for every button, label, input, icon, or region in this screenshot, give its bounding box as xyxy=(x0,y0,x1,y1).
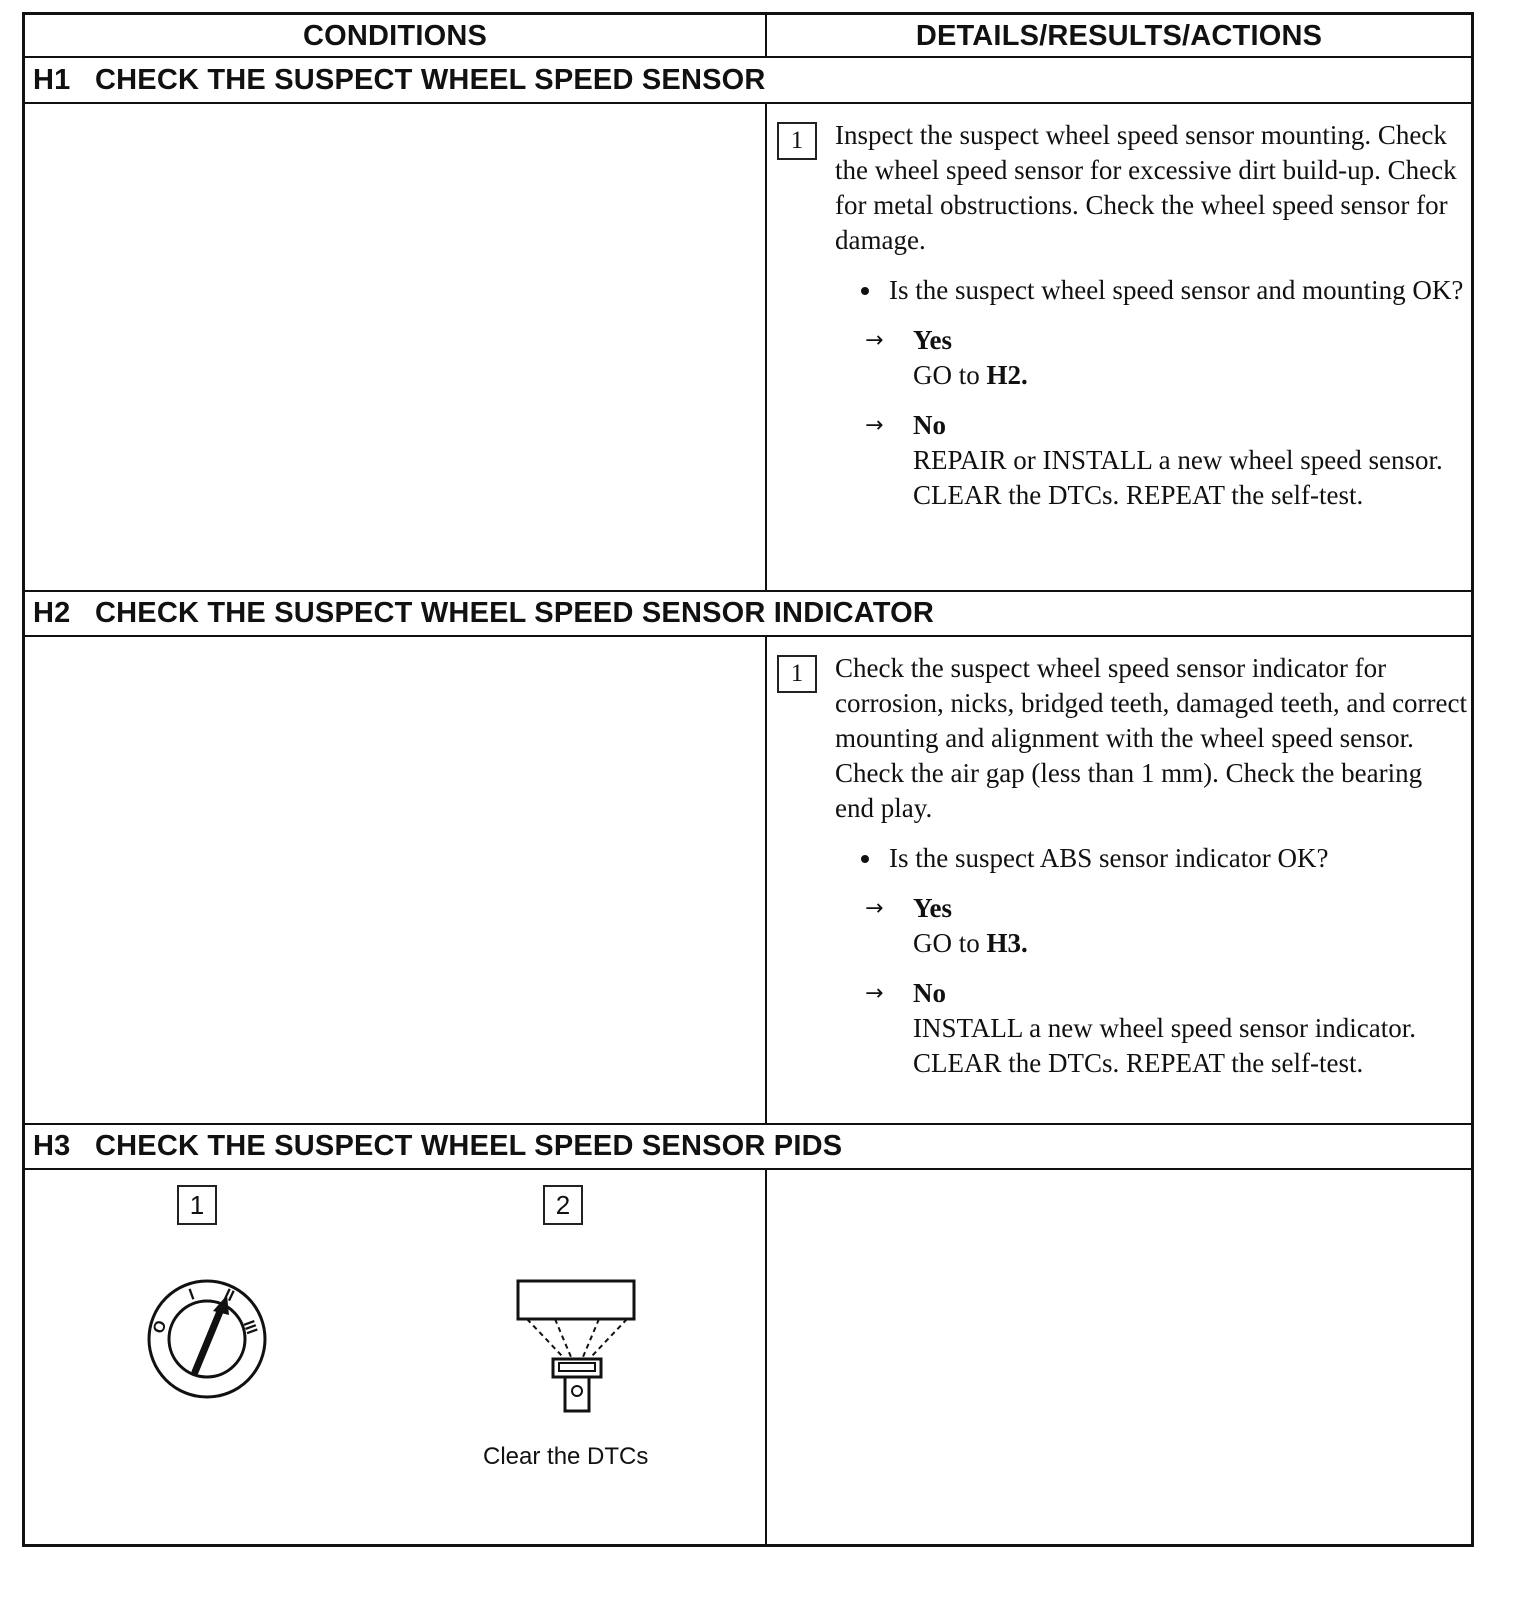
diagnostic-table xyxy=(22,12,1474,1547)
yes-label: Yes xyxy=(913,325,952,355)
arrow-right-icon: → xyxy=(865,413,884,438)
yes-target: H3. xyxy=(986,928,1028,958)
arrow-right-icon: → xyxy=(865,981,884,1006)
step-h2-title xyxy=(33,591,934,635)
step-code: H3 xyxy=(33,1129,71,1162)
step-h3-title xyxy=(33,1124,842,1168)
scan-tool-icon xyxy=(515,1279,639,1413)
arrow-right-icon: → xyxy=(865,328,884,353)
no-label: No xyxy=(913,410,946,440)
no-action: REPAIR or INSTALL a new wheel speed sensor. CLEAR the DTCs. REPEAT the self-test. xyxy=(913,445,1443,510)
ignition-position-label: O xyxy=(150,1318,171,1336)
yes-branch xyxy=(865,323,1467,393)
instruction-text: Inspect the suspect wheel speed sensor mounting. Check the wheel speed sensor for excessive dirt build-up. Check for metal obstructions. Check the wheel speed sensor for damage. xyxy=(835,120,1457,255)
yes-action: GO to xyxy=(913,928,980,958)
step-h1-details xyxy=(777,118,1467,513)
step-title-text: CHECK THE SUSPECT WHEEL SPEED SENSOR INDICATOR xyxy=(95,596,935,629)
no-action: INSTALL a new wheel speed sensor indicator. CLEAR the DTCs. REPEAT the self-test. xyxy=(913,1013,1416,1078)
substep-number: 1 xyxy=(777,655,817,693)
figure-number: 2 xyxy=(543,1185,583,1225)
no-label: No xyxy=(913,978,946,1008)
question-text: Is the suspect wheel speed sensor and mounting OK? xyxy=(889,273,1467,308)
arrow-right-icon: → xyxy=(865,896,884,921)
yes-label: Yes xyxy=(913,893,952,923)
yes-action: GO to xyxy=(913,360,980,390)
no-branch xyxy=(865,976,1467,1081)
details-header: DETAILS/RESULTS/ACTIONS xyxy=(915,20,1323,52)
step-title-text: CHECK THE SUSPECT WHEEL SPEED SENSOR xyxy=(95,63,766,96)
no-branch xyxy=(865,408,1467,513)
ignition-switch-icon xyxy=(145,1277,269,1401)
step-code: H1 xyxy=(33,63,71,96)
figure-caption: Clear the DTCs xyxy=(483,1443,649,1470)
yes-target: H2. xyxy=(986,360,1028,390)
step-h1-title xyxy=(33,58,766,102)
yes-branch xyxy=(865,891,1467,961)
step-code: H2 xyxy=(33,596,71,629)
figure-number: 1 xyxy=(177,1185,217,1225)
ignition-position-label: I xyxy=(186,1286,197,1304)
question-text: Is the suspect ABS sensor indicator OK? xyxy=(889,841,1467,876)
conditions-header: CONDITIONS xyxy=(302,20,488,52)
step-title-text: CHECK THE SUSPECT WHEEL SPEED SENSOR PIDS xyxy=(95,1129,843,1162)
substep-number: 1 xyxy=(777,122,817,160)
step-h2-details xyxy=(777,651,1467,1081)
ignition-position-label: II xyxy=(221,1286,237,1306)
instruction-text: Check the suspect wheel speed sensor indicator for corrosion, nicks, bridged teeth, damaged teeth, and correct mounting and alignment with the wheel speed sensor. Check the air gap (less than 1 mm). Check the bearing end play. xyxy=(835,653,1468,823)
ignition-position-label: III xyxy=(239,1318,260,1337)
